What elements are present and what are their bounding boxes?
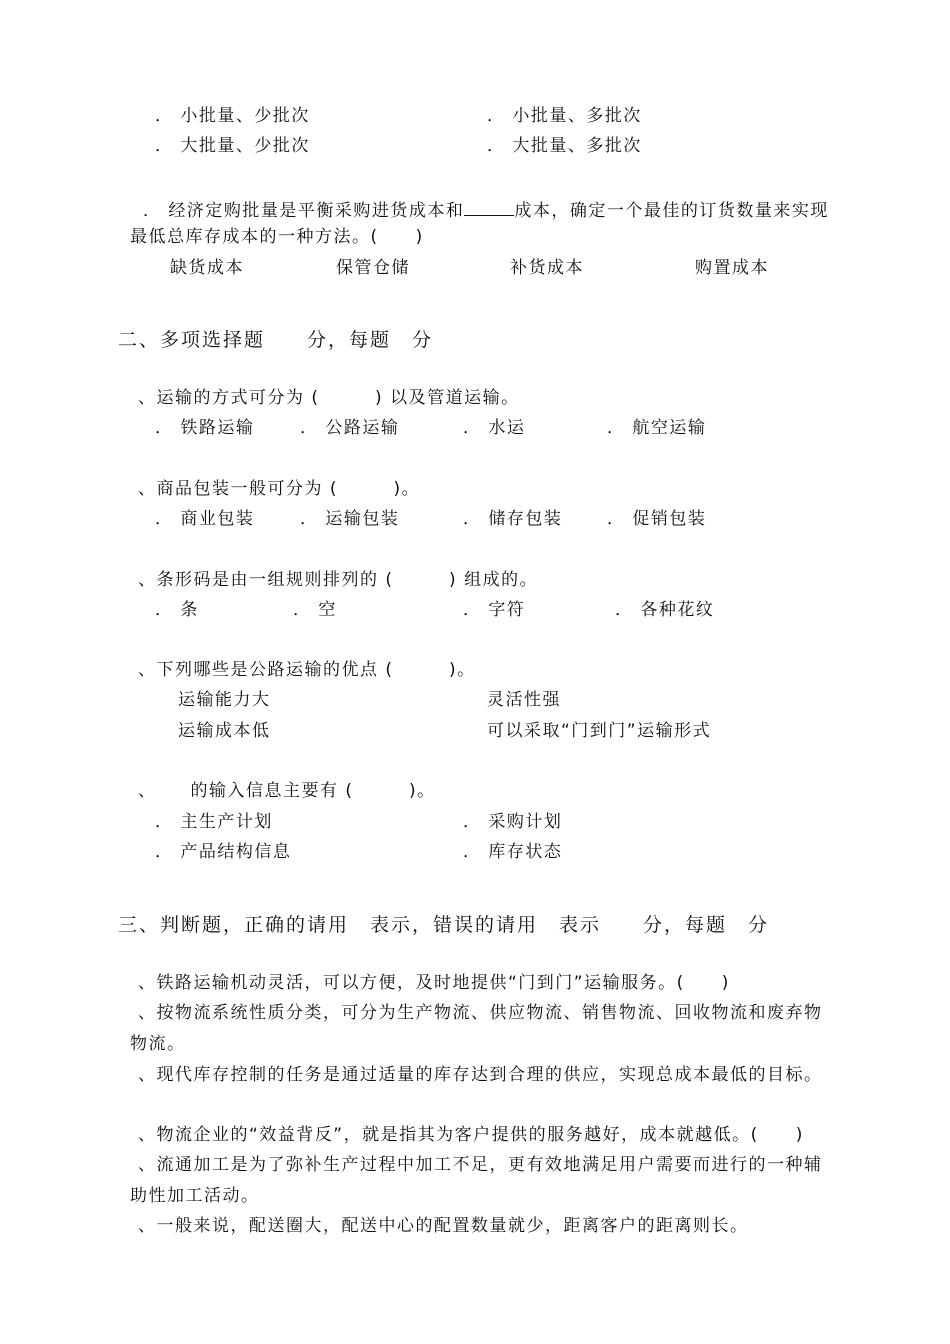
option-b: ． 采购计划 xyxy=(463,812,563,832)
option-b: ． 运输包装 xyxy=(300,509,400,529)
section-heading-true-false: 三、判断题，正确的请用 表示，错误的请用 表示 分，每题 分 xyxy=(118,914,770,936)
question-stem: 、条形码是由一组规则排列的 ( ) 组成的。 xyxy=(138,570,539,590)
option-d: ． 库存状态 xyxy=(463,842,563,862)
option-a: ． 小批量、少批次 xyxy=(155,106,310,126)
option-d: ． 促销包装 xyxy=(607,509,707,529)
option-d: ． 航空运输 xyxy=(607,418,707,438)
question-number-mark: 、 xyxy=(138,781,157,801)
judgment-item: 、铁路运输机动灵活，可以方便，及时地提供“门到门”运输服务。( ) xyxy=(138,973,730,993)
option-d: ． 各种花纹 xyxy=(615,600,715,620)
question-stem: 、商品包装一般可分为 ( )。 xyxy=(138,479,421,499)
option-a: ． 铁路运输 xyxy=(155,418,255,438)
question-stem: 、下列哪些是公路运输的优点 ( )。 xyxy=(138,660,476,680)
option-a: ． 条 xyxy=(155,600,199,620)
judgment-item: 、流通加工是为了弥补生产过程中加工不足，更有效地满足用户需要而进行的一种辅 xyxy=(138,1155,823,1175)
option-d: ． 大批量、多批次 xyxy=(487,136,642,156)
option-c: 运输成本低 xyxy=(178,721,271,741)
judgment-item-continued: 物流。 xyxy=(130,1034,186,1054)
judgment-item: 、现代库存控制的任务是通过适量的库存达到合理的供应，实现总成本最低的目标。 xyxy=(138,1065,823,1085)
question-stem: 、运输的方式可分为 ( ) 以及管道运输。 xyxy=(138,388,520,408)
option-d: 购置成本 xyxy=(695,258,769,278)
option-a: ． 商业包装 xyxy=(155,509,255,529)
option-b: ． 空 xyxy=(293,600,337,620)
question-stem-text: 的输入信息主要有 ( )。 xyxy=(190,781,436,801)
option-b: ． 公路运输 xyxy=(300,418,400,438)
question-eoq-text-b: 成本，确定一个最佳的订货数量来实现 xyxy=(514,201,829,221)
option-c: ． 产品结构信息 xyxy=(155,842,292,862)
question-eoq-line2: 最低总库存成本的一种方法。( ) xyxy=(130,227,424,247)
option-c: ． 大批量、少批次 xyxy=(155,136,310,156)
judgment-item: 、物流企业的“效益背反”，就是指其为客户提供的服务越好，成本就越低。( ) xyxy=(138,1125,804,1145)
option-c: ． 字符 xyxy=(463,600,526,620)
question-eoq-text-a: ． 经济定购批量是平衡采购进货成本和 xyxy=(143,201,465,221)
option-c: ． 储存包装 xyxy=(463,509,563,529)
option-c: 补货成本 xyxy=(510,258,584,278)
option-c: ． 水运 xyxy=(463,418,526,438)
section-heading-multiple-choice: 二、多项选择题 分，每题 分 xyxy=(118,329,434,351)
option-a: ． 主生产计划 xyxy=(155,812,273,832)
option-d: 可以采取“门到门”运输形式 xyxy=(487,721,712,741)
judgment-item: 、按物流系统性质分类，可分为生产物流、供应物流、销售物流、回收物流和废弃物 xyxy=(138,1003,823,1023)
option-b: ． 小批量、多批次 xyxy=(487,106,642,126)
option-a: 运输能力大 xyxy=(178,690,271,710)
judgment-item-continued: 助性加工活动。 xyxy=(130,1186,260,1206)
judgment-item: 、一般来说，配送圈大，配送中心的配置数量就少，距离客户的距离则长。 xyxy=(138,1216,749,1236)
question-stem xyxy=(138,780,436,802)
question-eoq-line1 xyxy=(143,197,829,222)
option-b: 保管仓储 xyxy=(336,258,410,278)
option-a: 缺货成本 xyxy=(170,258,244,278)
option-b: 灵活性强 xyxy=(487,690,561,710)
fill-blank xyxy=(464,197,514,216)
